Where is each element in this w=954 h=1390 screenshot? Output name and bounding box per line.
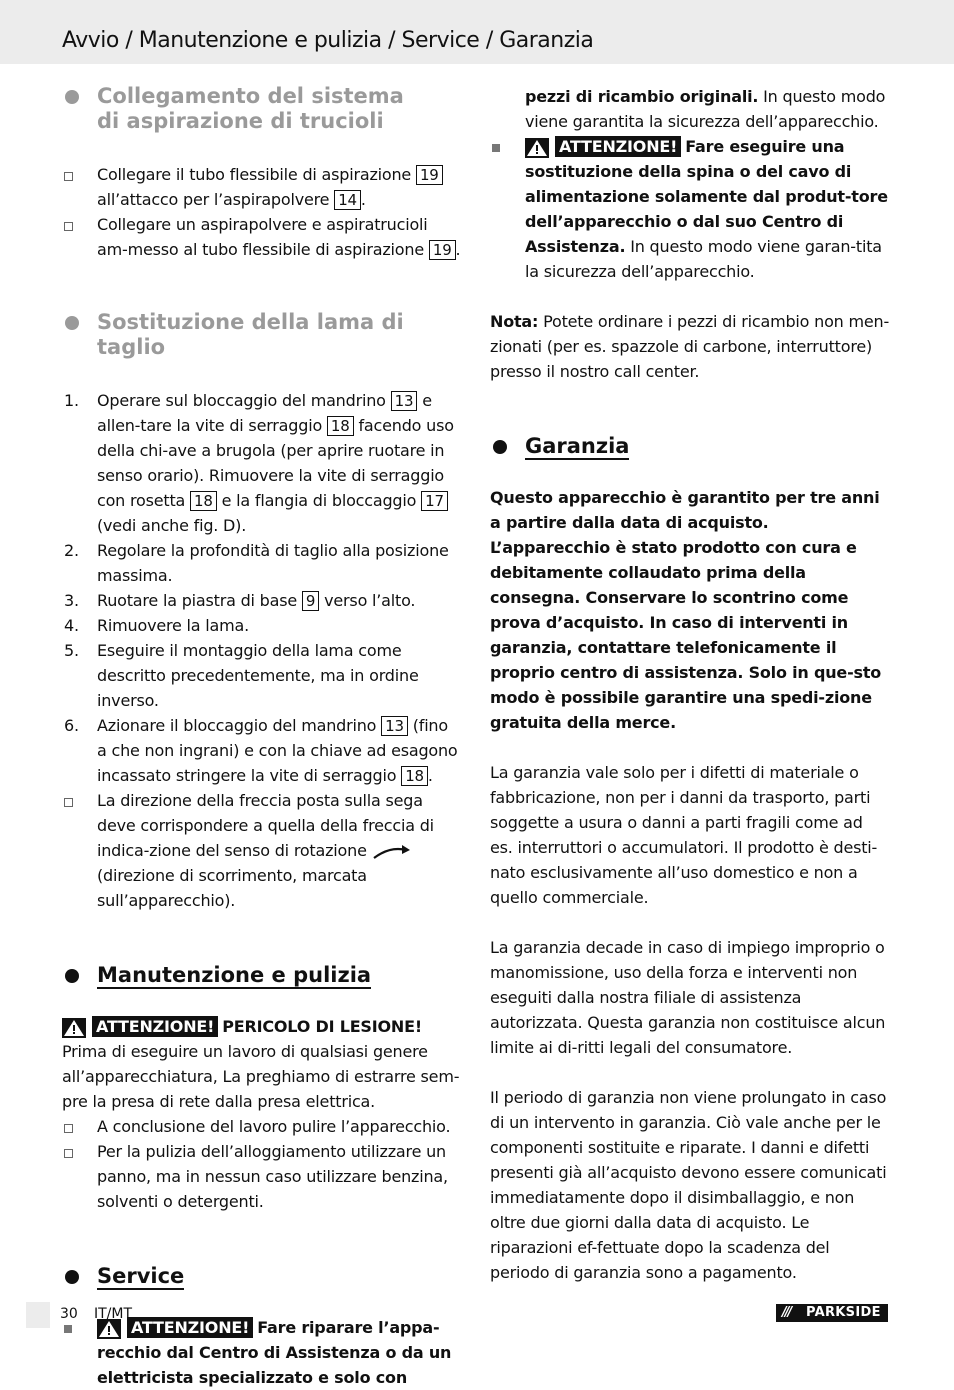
bullet-dot — [65, 90, 79, 104]
rotation-arrow-icon — [372, 844, 412, 860]
list-item: ATTENZIONE! Fare eseguire una sostituzione della spina o del cavo di alimentazione solamente dal produt-tore dell’apparecchio o dal suo Centro di Assistenza. In questo modo viene garan-tita la sicurezza dell’apparecchio. — [490, 134, 890, 284]
warranty-bold-paragraph: Questo apparecchio è garantito per tre anni a partire dalla data di acquisto. L’apparecchio è stato prodotto con cura e debitamente collaudato prima della consegna. Conservare lo scontrino come prova d’acquisto. In caso di interventi in garanzia, contattare telefonicamente il proprio centro di assistenza. Solo in que-sto modo è possibile garantire una spedi-zione gratuita della merce. — [490, 488, 882, 732]
step-number: 3. — [64, 591, 79, 610]
step-number: 6. — [64, 716, 79, 735]
part-reference: 18 — [401, 766, 428, 786]
section-heading-aspirazione: Collegamento del sistema di aspirazione di trucioli — [62, 84, 462, 134]
numbered-step: 2. Regolare la profondità di taglio alla posizione massima. — [62, 538, 462, 588]
filled-square-bullet — [492, 144, 500, 152]
step-number: 1. — [64, 391, 79, 410]
paragraph: Il periodo di garanzia non viene prolungato in caso di un intervento in garanzia. Ciò vale anche per le componenti sostituite e riparate. I danni e difetti presenti già all’acquisto devono essere comunicati immediatamente dopo il disimballaggio, e non oltre due giorni dalla data di acquisto. Le riparazioni ef-fettuate dopo la scadenza del periodo di garanzia sono a pagamento. — [490, 1088, 887, 1282]
paragraph: Prima di eseguire un lavoro di qualsiasi genere all’apparecchiatura, La preghiamo di estrarre sem-pre la presa di rete dalla presa elettrica. — [62, 1042, 460, 1111]
part-reference: 9 — [302, 591, 319, 611]
section-heading-manutenzione: Manutenzione e pulizia — [62, 963, 462, 988]
right-column — [490, 84, 890, 1285]
part-reference: 13 — [381, 716, 408, 736]
paragraph: La garanzia decade in caso di impiego improprio o manomissione, uso della forza e interventi non eseguiti dalla nostra filiale di assistenza autorizzata. Questa garanzia non costituisce alcun limite ai di-ritti legali del consumatore. — [490, 938, 886, 1057]
step-number: 2. — [64, 541, 79, 560]
page-number: 30 — [60, 1306, 78, 1322]
warning-triangle-icon — [525, 138, 549, 158]
numbered-step: 6. Azionare il bloccaggio del mandrino 13 (fino a che non ingrani) e con la chiave ad esagono incassato stringere la vite di serraggio 18 . — [62, 713, 462, 788]
numbered-steps — [62, 388, 462, 788]
square-bullet — [64, 1149, 73, 1158]
part-reference: 18 — [327, 416, 354, 436]
section-heading-lama: Sostituzione della lama di taglio — [62, 310, 462, 360]
list-item: Collegare un aspirapolvere e aspiratrucioli am-messo al tubo flessibile di aspirazione 19 . — [62, 212, 462, 262]
list-item-continued: pezzi di ricambio originali. In questo modo viene garantita la sicurezza dell’apparecchio. — [525, 87, 886, 131]
list-item: Collegare il tubo flessibile di aspirazione 19 all’attacco per l’aspirapolvere 14 . — [62, 162, 462, 212]
filled-square-bullet — [64, 1325, 72, 1333]
note-paragraph: Nota: Potete ordinare i pezzi di ricambio non men-zionati (per es. spazzole di carbone, interruttore) presso il nostro call center. — [490, 312, 890, 381]
step-number: 4. — [64, 616, 79, 635]
square-bullet — [64, 798, 73, 807]
page-title: Avvio / Manutenzione e pulizia / Service / Garanzia — [62, 28, 594, 53]
page-header — [0, 0, 954, 64]
square-bullet — [64, 1124, 73, 1133]
numbered-step: 4. Rimuovere la lama. — [62, 613, 462, 638]
list-item: La direzione della freccia posta sulla sega deve corrispondere a quella della freccia di indica-zione del senso di rotazione (direzione di scorrimento, marcata sull’apparecchio). — [62, 788, 462, 913]
part-reference: 18 — [190, 491, 217, 511]
list-item: Per la pulizia dell’alloggiamento utilizzare un panno, ma in nessun caso utilizzare benzina, solventi o detergenti. — [62, 1139, 462, 1214]
paragraph: La garanzia vale solo per i difetti di materiale o fabbricazione, non per i danni da trasporto, parti soggette a usura o danni a parti fragili come ad es. interruttori o accumulatori. Il prodotto è desti-nato esclusivamente all’uso domestico e non a quello commerciale. — [490, 763, 878, 907]
language-code: IT/MT — [94, 1306, 133, 1322]
warning-line: ATTENZIONE! PERICOLO DI LESIONE! — [62, 1014, 462, 1039]
numbered-step: 5. Eseguire il montaggio della lama come descritto precedentemente, ma in ordine inverso. — [62, 638, 462, 713]
numbered-step: 1. Operare sul bloccaggio del mandrino 13 e allen-tare la vite di serraggio 18 facendo uso della chi-ave a brugola (per aprire ruotare in senso orario). Rimuovere la vite di serraggio con rosetta 18 e la flangia di bloccaggio 17 (vedi anche fig. D). — [62, 388, 462, 538]
list-item: ATTENZIONE! Fare riparare l’appa-recchio dal Centro di Assistenza o da un elettricista specializzato e solo con — [62, 1315, 462, 1390]
bullet-dot — [493, 440, 507, 454]
section-heading-service: Service — [62, 1264, 462, 1289]
section-heading-garanzia: Garanzia — [490, 434, 890, 459]
bullet-dot — [65, 316, 79, 330]
list-item: A conclusione del lavoro pulire l’apparecchio. — [62, 1114, 462, 1139]
left-column — [62, 84, 462, 1390]
square-bullet — [64, 172, 73, 181]
bullet-dot — [65, 1270, 79, 1284]
footer-tab — [26, 1302, 50, 1328]
step-number: 5. — [64, 641, 79, 660]
part-reference: 17 — [421, 491, 448, 511]
part-reference: 13 — [391, 391, 418, 411]
bullet-dot — [65, 969, 79, 983]
numbered-step: 3. Ruotare la piastra di base 9 verso l’alto. — [62, 588, 462, 613]
warning-triangle-icon — [62, 1018, 86, 1038]
square-bullet — [64, 222, 73, 231]
parkside-logo: /// PARKSIDE — [776, 1304, 888, 1322]
